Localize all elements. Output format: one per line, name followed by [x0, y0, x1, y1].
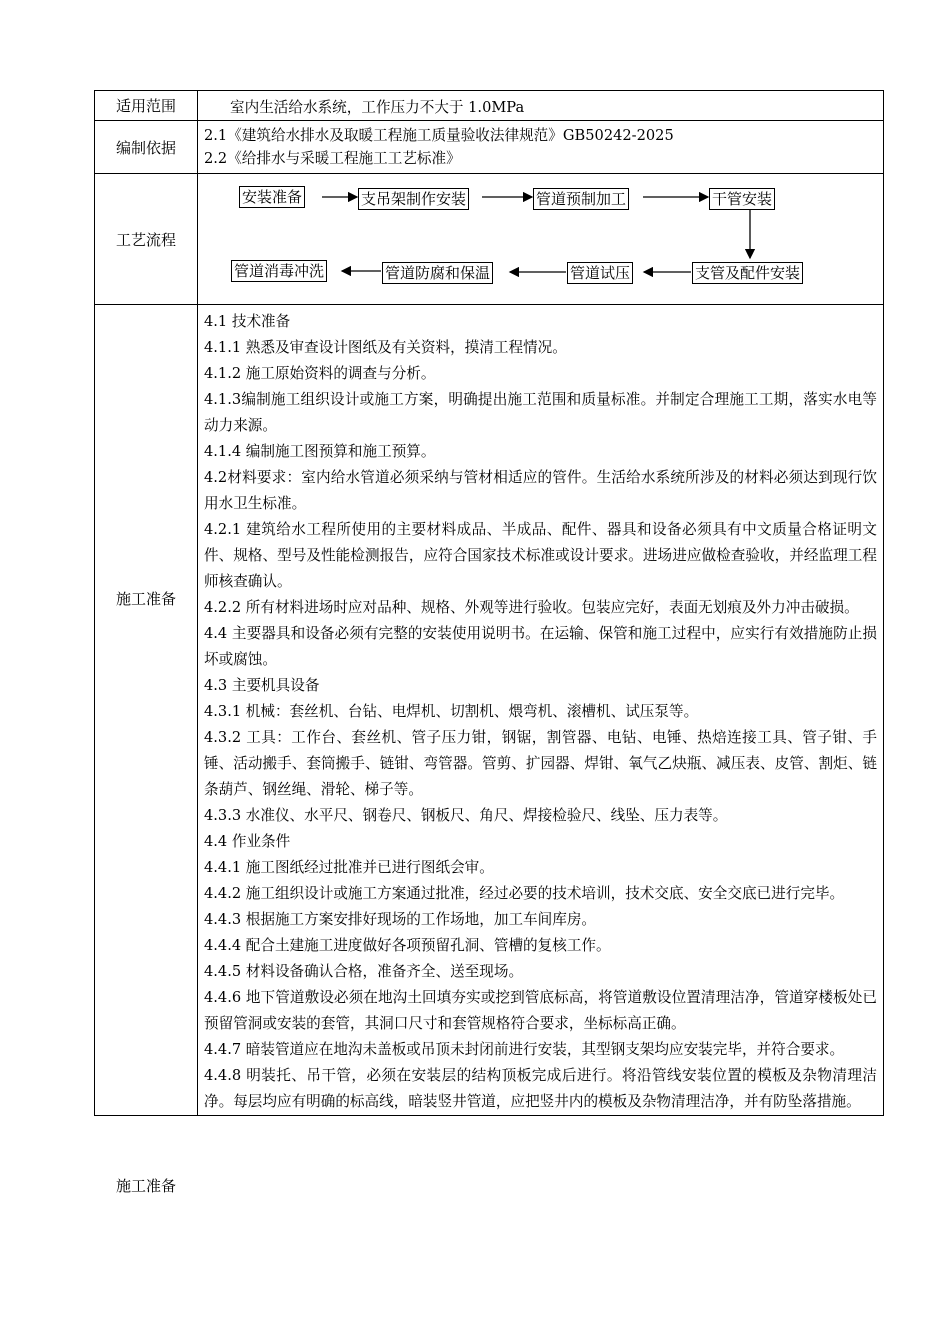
prep-paragraph: 4.4.6 地下管道敷设必须在地沟土回填夯实或挖到管底标高，将管道敷设位置清理洁净，管道穿楼板处已预留管洞或安装的套管，其洞口尺寸和套管规格符合要求，坐标标高正确。 [204, 989, 877, 1032]
basis-row [95, 121, 884, 174]
prep-paragraph: 4.4.5 材料设备确认合格，准备齐全、送至现场。 [204, 963, 524, 980]
flow-step-disinfection: 管道消毒冲洗 [231, 260, 327, 282]
basis-label: 编制依据 [95, 121, 198, 174]
prep-paragraph: 4.4.3 根据施工方案安排好现场的工作场地，加工车间库房。 [204, 911, 597, 928]
spec-table [94, 90, 884, 1195]
prep-paragraph: 4.3.1 机械：套丝机、台钻、电焊机、切割机、煨弯机、滚槽机、试压泵等。 [204, 703, 699, 720]
prep-paragraph: 4.3.2 工具：工作台、套丝机、管子压力钳，钢锯，割管器、电钻、电锤、热焙连接工具、管子钳、手锤、活动搬手、套筒搬手、链钳、弯管器。管剪、扩园器、焊钳、氧气乙炔瓶、减压表、皮管、割炬、链条葫芦、钢丝绳、滑轮、梯子等。 [204, 729, 877, 798]
scope-cell [198, 91, 884, 121]
flow-cell [198, 174, 884, 305]
prep-paragraph: 4.1 技术准备 [204, 313, 291, 330]
prep-paragraph: 4.4.4 配合土建施工进度做好各项预留孔洞、管槽的复核工作。 [204, 937, 611, 954]
prep-label-bottom: 施工准备 [115, 1177, 176, 1195]
flow-step-install-prep: 安装准备 [239, 186, 305, 208]
construction-spec-document [94, 90, 884, 1195]
prep-paragraphs [198, 305, 883, 1115]
flow-step-pressure-test: 管道试压 [567, 262, 633, 284]
flow-label: 工艺流程 [95, 174, 198, 305]
process-flow-diagram [198, 174, 883, 304]
prep-paragraph: 4.4.2 施工组织设计或施工方案通过批准，经过必要的技术培训，技术交底、安全交底已进行完毕。 [204, 885, 845, 902]
prep-paragraph: 4.4.1 施工图纸经过批准并已进行图纸会审。 [204, 859, 494, 876]
prep-paragraph: 4.1.4 编制施工图预算和施工预算。 [204, 443, 436, 460]
basis-list [198, 121, 883, 173]
flow-step-bracket-fabrication: 支吊架制作安装 [358, 188, 469, 210]
scope-label: 适用范围 [95, 91, 198, 121]
scope-row [95, 91, 884, 121]
prep-paragraph: 4.1.3编制施工组织设计或施工方案，明确提出施工范围和质量标准。并制定合理施工工期，落实水电等动力来源。 [204, 391, 877, 434]
prep-paragraph: 4.2.1 建筑给水工程所使用的主要材料成品、半成品、配件、器具和设备必须具有中文质量合格证明文件、规格、型号及性能检测报告，应符合国家技术标准或设计要求。进场进应做检查验收，并经监理工程师核查确认。 [204, 521, 877, 590]
prep-paragraph: 4.3 主要机具设备 [204, 677, 320, 694]
prep-row [95, 305, 884, 1116]
prep-paragraph: 4.2.2 所有材料进场时应对品种、规格、外观等进行验收。包装应完好，表面无划痕及外力冲击破损。 [204, 599, 859, 616]
prep-paragraph: 4.1.2 施工原始资料的调查与分析。 [204, 365, 436, 382]
prep-paragraph: 4.4 作业条件 [204, 833, 291, 850]
flow-step-pipe-prefab: 管道预制加工 [533, 188, 629, 210]
prep-paragraph: 4.4.8 明装托、吊干管，必须在安装层的结构顶板完成后进行。将沿管线安装位置的模板及杂物清理洁净。每层均应有明确的标高线，暗装竖井管道，应把竖井内的模板及杂物清理洁净，并有防坠落措施。 [204, 1067, 877, 1110]
basis-cell [198, 121, 884, 174]
scope-text: 室内生活给水系统，工作压力不大于 1.0MPa [230, 99, 525, 116]
flow-step-branch-fittings: 支管及配件安装 [692, 262, 803, 284]
prep-label-top: 施工准备 [115, 590, 176, 608]
flow-step-anticorrosion: 管道防腐和保温 [382, 262, 493, 284]
flow-row [95, 174, 884, 305]
prep-cell [198, 305, 884, 1116]
flow-step-main-pipe: 干管安装 [709, 188, 775, 210]
basis-item: 2.2《给排水与采暖工程施工工艺标准》 [204, 150, 461, 167]
prep-paragraph: 4.4.7 暗装管道应在地沟未盖板或吊顶未封闭前进行安装，其型钢支架均应安装完毕，并符合要求。 [204, 1041, 845, 1058]
basis-item: 2.1《建筑给水排水及取暖工程施工质量验收法律规范》GB50242-2025 [204, 127, 674, 144]
prep-paragraph: 4.4 主要器具和设备必须有完整的安装使用说明书。在运输、保管和施工过程中，应实行有效措施防止损坏或腐蚀。 [204, 625, 877, 668]
prep-paragraph: 4.2材料要求：室内给水管道必须采纳与管材相适应的管件。生活给水系统所涉及的材料必须达到现行饮用水卫生标准。 [204, 469, 877, 512]
prep-label-cell [95, 305, 198, 1195]
prep-paragraph: 4.3.3 水准仪、水平尺、钢卷尺、钢板尺、角尺、焊接检验尺、线坠、压力表等。 [204, 807, 728, 824]
prep-paragraph: 4.1.1 熟悉及审查设计图纸及有关资料，摸清工程情况。 [204, 339, 567, 356]
